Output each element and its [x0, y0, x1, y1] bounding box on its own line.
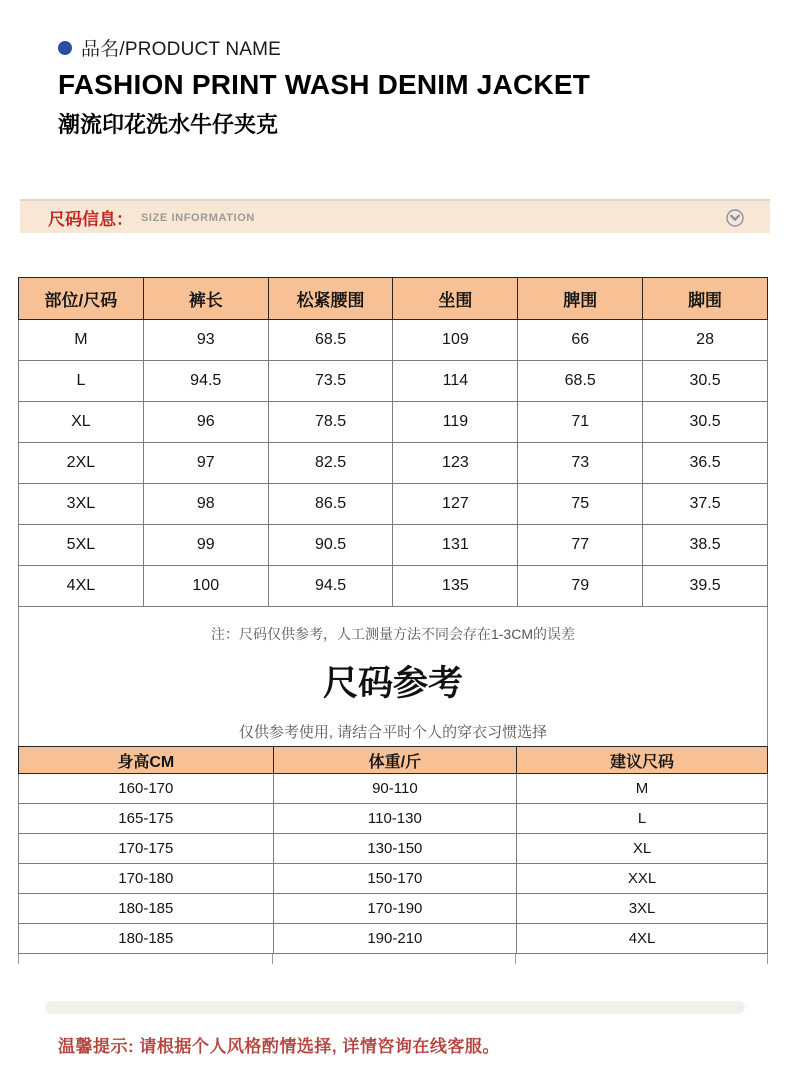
suggest-cell: 160-170 [19, 774, 274, 804]
size-cell: 99 [143, 525, 268, 566]
suggest-cell: XL [517, 834, 768, 864]
size-cell: 30.5 [643, 402, 768, 443]
size-cell: 77 [518, 525, 643, 566]
product-title-en: FASHION PRINT WASH DENIM JACKET [58, 69, 591, 100]
size-reference-subtitle: 仅供参考使用, 请结合平时个人的穿衣习惯选择 [238, 724, 548, 741]
suggest-cell: 170-190 [273, 894, 516, 924]
size-table-col-header: 裤长 [143, 278, 268, 320]
size-cell: 73 [518, 443, 643, 484]
size-cell: 37.5 [643, 484, 768, 525]
size-cell: 127 [393, 484, 518, 525]
size-cell: 131 [393, 525, 518, 566]
size-table [18, 277, 768, 607]
suggest-cell: 150-170 [273, 864, 516, 894]
suggest-cell: 180-185 [19, 894, 274, 924]
table-row [19, 864, 768, 894]
size-cell: 119 [393, 402, 518, 443]
suggest-cell: 180-185 [19, 924, 274, 954]
size-cell: 5XL [19, 525, 144, 566]
product-name-row [58, 34, 590, 61]
table-row [19, 361, 768, 402]
size-table-col-header: 坐围 [393, 278, 518, 320]
product-title-cn: 潮流印花洗水牛仔夹克 [58, 112, 279, 137]
size-cell: 73.5 [268, 361, 393, 402]
size-cell: 94.5 [143, 361, 268, 402]
size-cell: 98 [143, 484, 268, 525]
suggest-cell: 165-175 [19, 804, 274, 834]
suggest-cell: 170-175 [19, 834, 274, 864]
size-cell: 38.5 [643, 525, 768, 566]
size-cell: 28 [643, 320, 768, 361]
suggest-cell: L [517, 804, 768, 834]
size-table-col-header: 松紧腰围 [268, 278, 393, 320]
suggest-cell: XXL [517, 864, 768, 894]
size-cell: 109 [393, 320, 518, 361]
size-reference-title: 尺码参考 [322, 664, 463, 703]
size-cell: 71 [518, 402, 643, 443]
suggest-cell: 4XL [517, 924, 768, 954]
table-row [19, 566, 768, 607]
table-row [19, 774, 768, 804]
size-cell: 66 [518, 320, 643, 361]
table-row [19, 924, 768, 954]
size-table-col-header: 部位/尺码 [19, 278, 144, 320]
table-stub-row [18, 954, 768, 964]
suggest-cell: 3XL [517, 894, 768, 924]
product-name-label: 品名/PRODUCT NAME [81, 39, 282, 60]
size-cell: 86.5 [268, 484, 393, 525]
size-cell: 100 [143, 566, 268, 607]
size-cell: 2XL [19, 443, 144, 484]
size-cell: 30.5 [643, 361, 768, 402]
product-header [58, 34, 590, 139]
suggest-table-header-row [19, 747, 768, 774]
suggest-table-col-header: 身高CM [19, 747, 274, 774]
size-cell: M [19, 320, 144, 361]
size-note: 注：尺码仅供参考，人工测量方法不同会存在1-3CM的误差 [210, 626, 575, 642]
size-cell: 114 [393, 361, 518, 402]
suggest-cell: M [517, 774, 768, 804]
suggest-table-col-header: 体重/斤 [273, 747, 516, 774]
size-cell: 75 [518, 484, 643, 525]
size-cell: 4XL [19, 566, 144, 607]
footer-tip: 温馨提示: 请根据个人风格酌情选择, 详情咨询在线客服。 [58, 1037, 500, 1056]
size-info-subtitle: SIZE INFORMATION [141, 212, 255, 224]
size-info-banner [20, 199, 770, 233]
size-cell: XL [19, 402, 144, 443]
size-cell: 68.5 [268, 320, 393, 361]
table-row [19, 525, 768, 566]
size-cell: 123 [393, 443, 518, 484]
size-cell: 90.5 [268, 525, 393, 566]
suggest-table [18, 746, 768, 954]
size-cell: L [19, 361, 144, 402]
size-cell: 93 [143, 320, 268, 361]
suggest-cell: 190-210 [273, 924, 516, 954]
size-cell: 36.5 [643, 443, 768, 484]
size-cell: 96 [143, 402, 268, 443]
table-row [19, 834, 768, 864]
size-cell: 78.5 [268, 402, 393, 443]
suggest-cell: 110-130 [273, 804, 516, 834]
size-table-col-header: 脚围 [643, 278, 768, 320]
table-row [19, 804, 768, 834]
table-row [19, 320, 768, 361]
size-reference-block [18, 607, 768, 746]
size-cell: 82.5 [268, 443, 393, 484]
size-cell: 135 [393, 566, 518, 607]
size-table-col-header: 脾围 [518, 278, 643, 320]
suggest-table-col-header: 建议尺码 [517, 747, 768, 774]
size-cell: 39.5 [643, 566, 768, 607]
table-row [19, 443, 768, 484]
suggest-cell: 90-110 [273, 774, 516, 804]
size-cell: 3XL [19, 484, 144, 525]
suggest-cell: 170-180 [19, 864, 274, 894]
suggest-cell: 130-150 [273, 834, 516, 864]
table-row [19, 894, 768, 924]
size-table-header-row [19, 278, 768, 320]
table-row [19, 402, 768, 443]
size-cell: 68.5 [518, 361, 643, 402]
size-info-title: 尺码信息： [48, 209, 133, 229]
table-row [19, 484, 768, 525]
footer-divider [45, 1001, 745, 1014]
bullet-dot-icon [58, 41, 72, 55]
size-cell: 79 [518, 566, 643, 607]
size-cell: 94.5 [268, 566, 393, 607]
circle-chevron-down-icon[interactable] [726, 209, 744, 227]
size-chart-sheet [18, 277, 768, 964]
size-cell: 97 [143, 443, 268, 484]
